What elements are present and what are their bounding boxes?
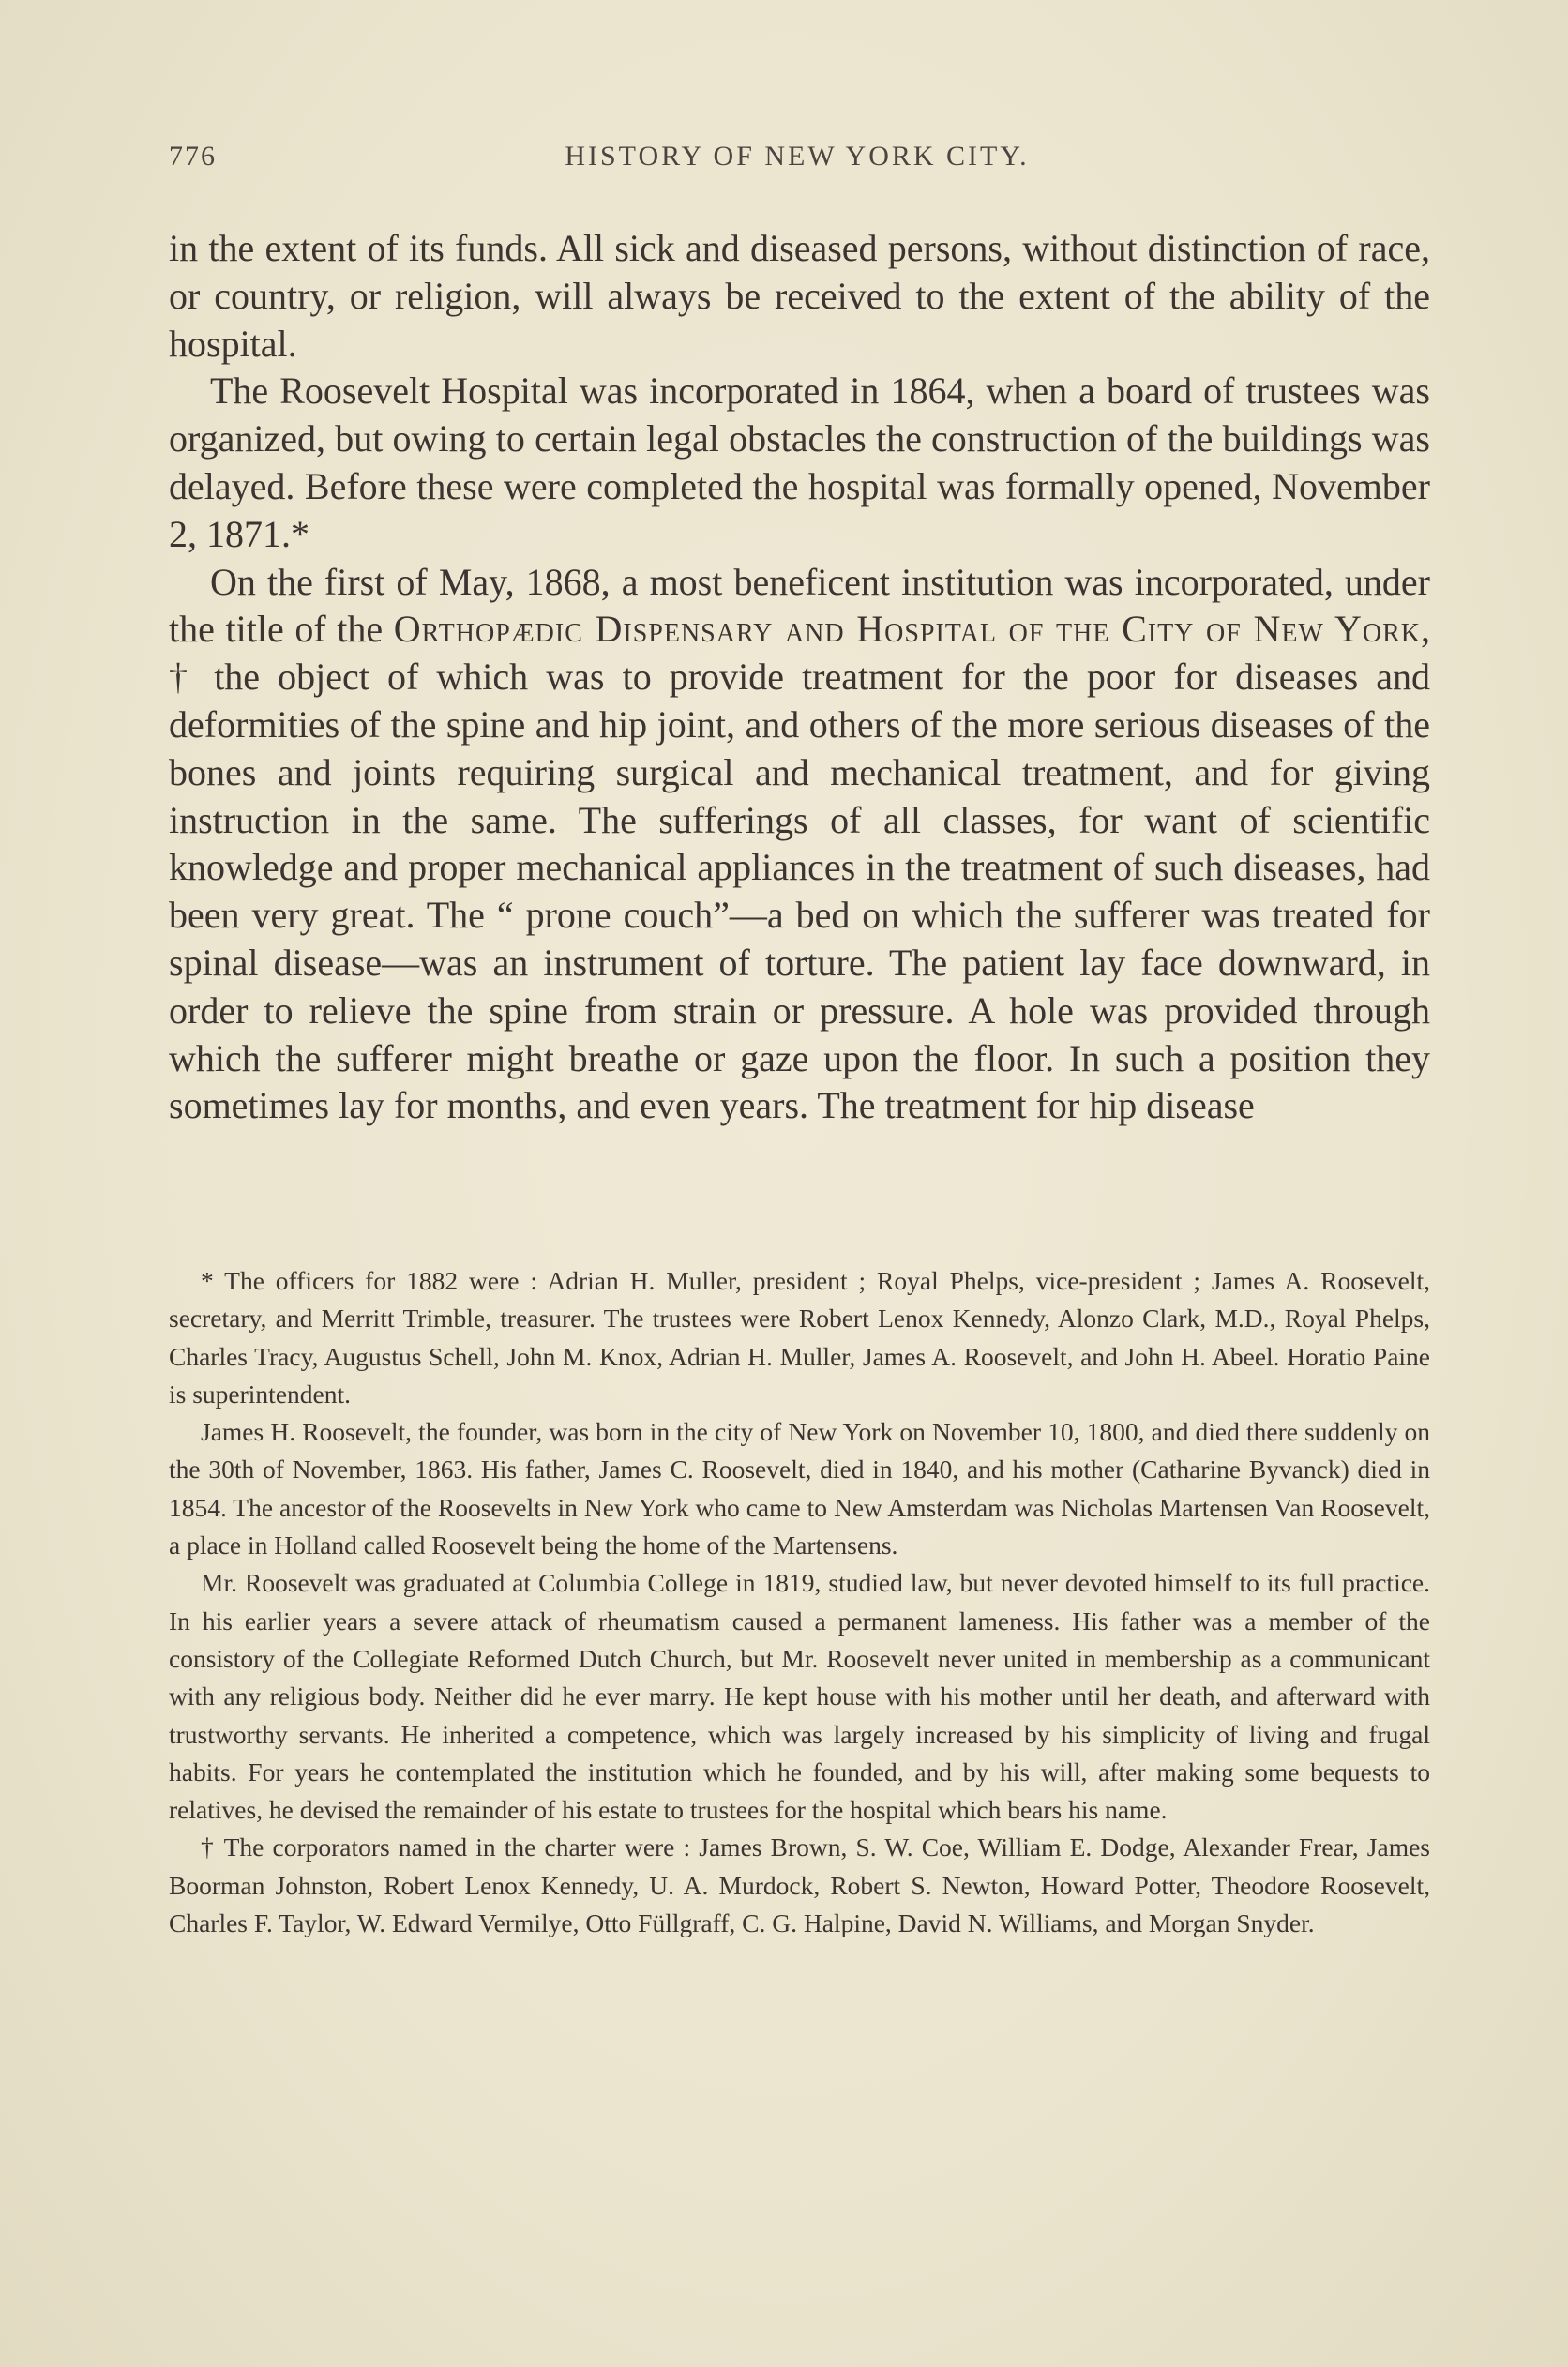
main-text: [169, 225, 1430, 1130]
paragraph-text-lead: On the first of May, 1868, a most beneficent institution was incorporated, under the title of the: [169, 560, 1430, 651]
footnote-founder: James H. Roosevelt, the founder, was born in the city of New York on November 10, 1800, and died there suddenly on the 30th of November, 1863. His father, James C. Roosevelt, died in 1840, and his mother (Catharine Byvanck) died in 1854. The ancestor of the Roosevelts in New York who came to New Amsterdam was Nicholas Martensen Van Roosevelt, a place in Holland called Roosevelt being the home of the Martensens.: [169, 1417, 1430, 1560]
paragraph-text-rest: , † the object of which was to provide treatment for the poor for diseases and deformities of the spine and hip joint, and others of the more serious diseases of the bones and joints requiring surgical and mechanical treatment, and for giving instruction in the same. The sufferings of all classes, for want of scientific knowledge and proper mechanical appliances in the treatment of such diseases, had been very great. The “ prone couch”—a bed on which the sufferer was treated for spinal disease—was an instrument of torture. The patient lay face downward, in order to relieve the spine from strain or pressure. A hole was provided through which the sufferer might breathe or gaze upon the floor. In such a position they sometimes lay for months, and even years. The treatment for hip disease: [169, 608, 1431, 1127]
footnote-founder-continued: Mr. Roosevelt was graduated at Columbia College in 1819, studied law, but never devoted himself to its full practice. In his earlier years a severe attack of rheumatism caused a permanent lameness. His father was a member of the consistory of the Collegiate Reformed Dutch Church, but Mr. Roosevelt never united in membership as a communicant with any religious body. Neither did he ever marry. He kept house with his mother until her death, and afterward with trustworthy servants. He inherited a competence, which was largely increased by his simplicity of living and frugal habits. For years he contemplated the institution which he founded, and by his will, after making some bequests to relatives, he devised the remainder of his estate to trustees for the hospital which bears his name.: [169, 1568, 1430, 1825]
footnote-corporators: † The corporators named in the charter were : James Brown, S. W. Coe, William E. Dodge, Alexander Frear, James Boorman Johnston, Robert Lenox Kennedy, U. A. Murdock, Robert S. Newton, Howard Potter, Theodore Roosevelt, Charles F. Taylor, W. Edward Vermilye, Otto Füllgraff, C. G. Halpine, David N. Williams, and Morgan Snyder.: [169, 1832, 1430, 1938]
page-number: 776: [169, 141, 217, 172]
paragraph-orthopaedic-dispensary: [169, 559, 1430, 1131]
footnote-officers: * The officers for 1882 were : Adrian H. Muller, president ; Royal Phelps, vice-president ; James A. Roosevelt, secretary, and Merritt Trimble, treasurer. The trustees were Robert Lenox Kennedy, Alonzo Clark, M.D., Royal Phelps, Charles Tracy, Augustus Schell, John M. Knox, Adrian H. Muller, James A. Roosevelt, and John H. Abeel. Horatio Paine is superintendent.: [169, 1266, 1430, 1409]
footnotes: [169, 1262, 1430, 1942]
paragraph-roosevelt-hospital: The Roosevelt Hospital was incorporated in 1864, when a board of trustees was organized, but owing to certain legal obstacles the construction of the buildings was delayed. Before these were completed the hospital was formally opened, November 2, 1871.*: [169, 369, 1430, 555]
page-header: [169, 141, 1425, 188]
paragraph-continuation: in the extent of its funds. All sick and diseased persons, without distinction of race, or country, or religion, will always be received to the extent of the ability of the hospital.: [169, 227, 1430, 365]
running-title: HISTORY OF NEW YORK CITY.: [565, 141, 1030, 172]
institution-name: Orthopædic Dispensary and Hospital of the City of New York: [393, 608, 1422, 651]
